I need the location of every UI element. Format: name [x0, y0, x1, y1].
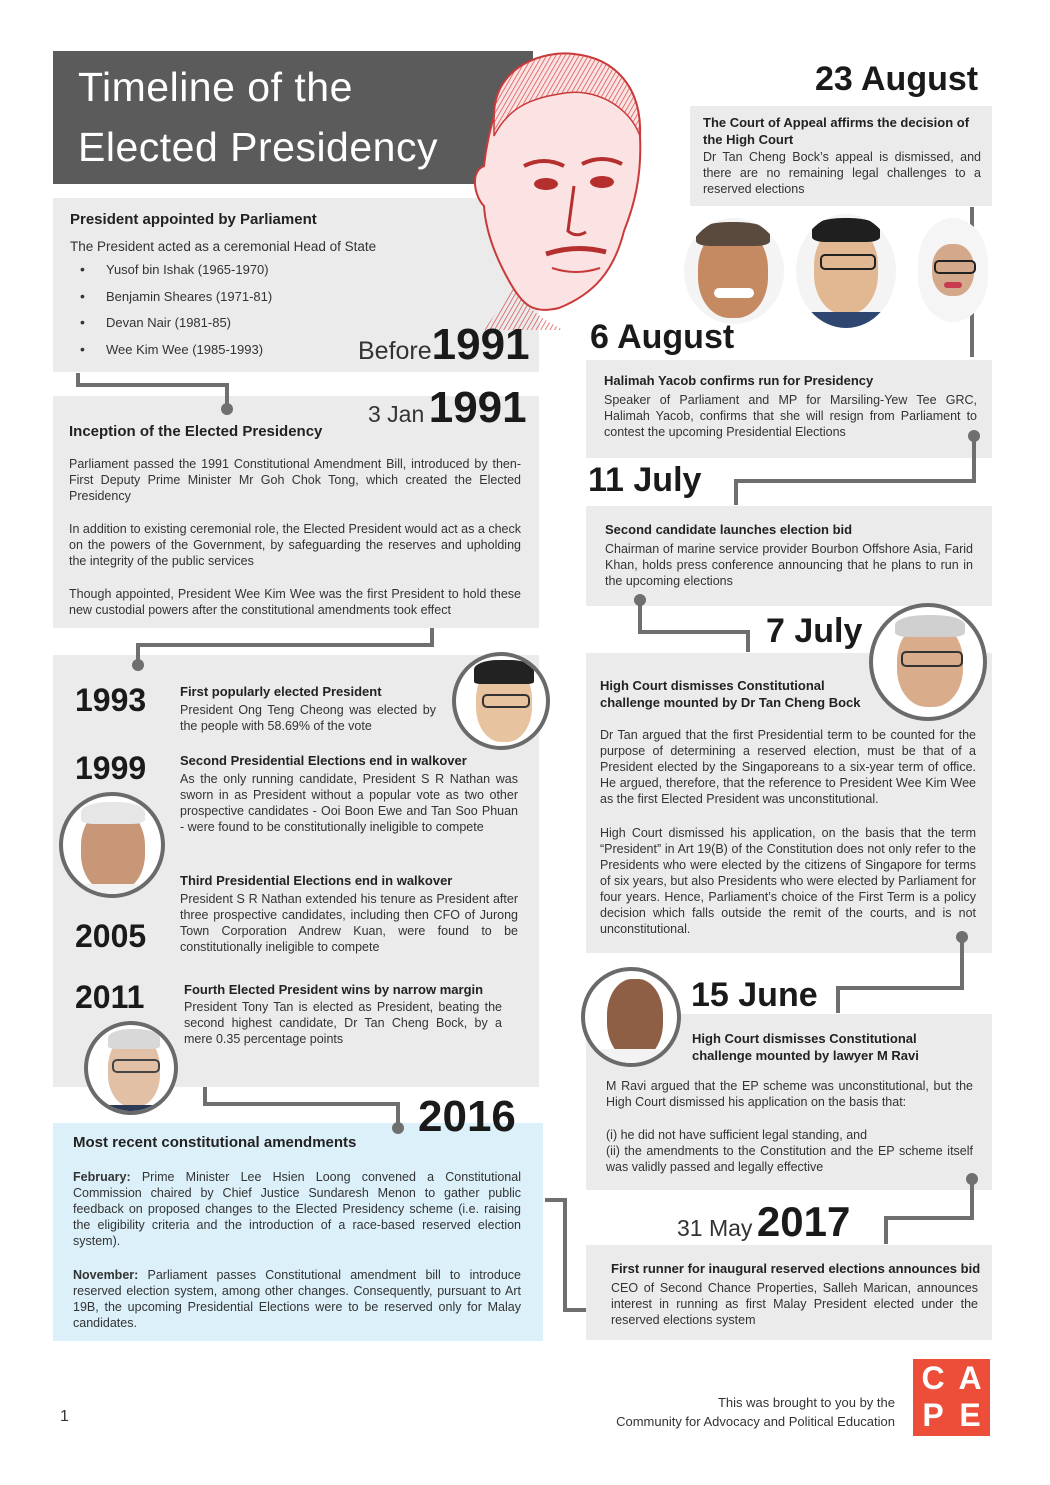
inception-heading: Inception of the Elected Presidency: [69, 423, 323, 440]
jun15-heading-line1: High Court dismisses Constitutional: [692, 1031, 917, 1046]
nov-text: Parliament passes Constitutional amendment bill to introduce reserved election system, among other changes. Consequently, pursuant to Art 19B, the upcoming Presidential Elections were to be reserved only for Malay candidates.: [73, 1268, 521, 1330]
page-title-line1: Timeline of the: [78, 64, 353, 110]
jul11-heading: Second candidate launches election bid: [605, 522, 853, 537]
logo-letter: E: [959, 1397, 981, 1433]
date-year: 2017: [756, 1198, 851, 1245]
before1991-heading: President appointed by Parliament: [70, 211, 317, 228]
election-text: President Ong Teng Cheong was elected by the people with 58.69% of the vote: [180, 703, 436, 733]
feb-text: Prime Minister Lee Hsien Loong convened a Constitutional Commission chaired by Chief Justice Sundaresh Menon to gather public feedback on proposed changes to the Elected Presidency scheme (i.e. raising the eligibility criteria and the introduction of a race-based reserved election system).: [73, 1170, 521, 1248]
jul11-text: Chairman of marine service provider Bourbon Offshore Asia, Farid Khan, holds press conference announcing that he plans to run in the upcoming elections: [605, 542, 973, 588]
jul7-date: 7 July: [766, 612, 863, 650]
aug6-date: 6 August: [590, 318, 735, 356]
jul7-p2: High Court dismissed his application, on the basis that the term “President” in Art 19(B) of the Constitution does not only refer to the Presidents who were elected by the citizens of Singapore for terms of six years, but also Presidents who were elected by Parliament for four years. Hence, Parliament’s choice of the First Term is a policy decision which falls outside the remit of the courts, and is not unconstitutional.: [600, 826, 976, 936]
year-1993: 1993: [75, 682, 147, 718]
banknote-portrait-icon: [464, 46, 654, 330]
portrait-icon: [916, 218, 990, 322]
date-year: 1991: [431, 320, 530, 369]
logo-letter: C: [921, 1360, 945, 1396]
election-text: President Tony Tan is elected as President, beating the second highest candidate, Dr Tan Cheng Bock, by a mere 0.35 percentage points: [184, 1000, 502, 1046]
aug23-date: 23 August: [815, 60, 979, 98]
election-text: President S R Nathan extended his tenure as President after three prospective candidates, including then CFO of Jurong Town Corporation Andrew Kuan, were found to be constitutionally ineligible to compete: [180, 892, 518, 954]
may31-heading: First runner for inaugural reserved elections announces bid: [611, 1261, 981, 1276]
portrait-icon: [796, 214, 896, 328]
jun15-p2a: (i) he did not have sufficient legal standing, and: [606, 1128, 868, 1142]
year-2011: 2011: [75, 979, 145, 1015]
date-2016: 2016: [418, 1092, 516, 1141]
jul7-heading-line2: challenge mounted by Dr Tan Cheng Bock: [600, 695, 861, 710]
portrait-icon: [684, 218, 784, 324]
jul7-p1: Dr Tan argued that the first Presidential term to be counted for the purpose of determining a reserved election, must be that of a President elected by the Singaporeans to a six-year term of office. He argued, therefore, that the reference to President Wee Kim Wee as the first Elected President was unconstitutional.: [600, 728, 976, 806]
amendments-nov: [73, 1267, 521, 1331]
aug23-text: Dr Tan Cheng Bock’s appeal is dismissed, and there are no remaining legal challenges to a reserved elections: [703, 150, 981, 196]
title-bar: [53, 51, 533, 184]
portrait-icon: [869, 603, 987, 721]
election-heading: Third Presidential Elections end in walkover: [180, 873, 453, 888]
before1991-date: [358, 320, 530, 370]
before1991-subtitle: The President acted as a ceremonial Head of State: [70, 239, 377, 254]
portrait-icon: [84, 1021, 178, 1115]
portrait-icon: [581, 967, 681, 1067]
aug6-heading: Halimah Yacob confirms run for Presidency: [604, 373, 874, 388]
feb-label: February:: [73, 1170, 131, 1184]
list-item: • Yusof bin Ishak (1965-1970): [80, 262, 272, 289]
footer-line1: This was brought to you by the: [717, 1395, 895, 1410]
election-text: As the only running candidate, President S R Nathan was sworn in as President without a popular vote as two other prospective candidates - Ooi Boon Ewe and Tan Soo Phuan - were found to be constitutionally ineligible to compete: [180, 772, 518, 834]
jun15-p1: M Ravi argued that the EP scheme was unconstitutional, but the High Court dismissed his application on the basis that:: [606, 1079, 973, 1109]
year-2005: 2005: [75, 918, 147, 954]
election-heading: First popularly elected President: [180, 684, 382, 699]
date-year: 1991: [428, 383, 527, 432]
list-item: • Devan Nair (1981-85): [80, 315, 272, 342]
year-1999: 1999: [75, 750, 147, 786]
date-prefix: 31 May: [677, 1215, 753, 1241]
page-title-line2: Elected Presidency: [78, 124, 438, 170]
election-heading: Second Presidential Elections end in walkover: [180, 753, 467, 768]
footer-line2: Community for Advocacy and Political Education: [616, 1414, 895, 1429]
jun15-date: 15 June: [691, 976, 818, 1014]
inception-date: [368, 383, 527, 433]
logo-letter: A: [958, 1360, 982, 1396]
list-item: • Benjamin Sheares (1971-81): [80, 289, 272, 316]
list-item: • Wee Kim Wee (1985-1993): [80, 342, 272, 369]
jul11-date: 11 July: [588, 461, 702, 499]
jun15-p2b: (ii) the amendments to the Constitution and the EP scheme itself was validly passed and legally effective: [606, 1144, 973, 1174]
nov-label: November:: [73, 1268, 139, 1282]
portrait-icon: [452, 652, 550, 750]
presidents-list: [80, 262, 272, 368]
cape-logo: [913, 1359, 990, 1436]
aug6-text: Speaker of Parliament and MP for Marsiling-Yew Tee GRC, Halimah Yacob, confirms that she will resign from Parliament to contest the upcoming Presidential Elections: [604, 393, 977, 439]
election-heading: Fourth Elected President wins by narrow margin: [184, 982, 484, 997]
inception-p3: Though appointed, President Wee Kim Wee was the first President to hold these new custodial powers after the constitutional amendments took effect: [69, 587, 521, 617]
page-number: 1: [60, 1408, 69, 1425]
inception-p2: In addition to existing ceremonial role, the Elected President would act as a check on the powers of the Government, by safeguarding the reserves and upholding the integrity of the public services: [69, 522, 521, 568]
logo-letter: P: [922, 1397, 944, 1433]
may31-text: CEO of Second Chance Properties, Salleh Marican, announces interest in running as first Malay President elected under the reserved elections system: [611, 1281, 978, 1327]
date-prefix: Before: [358, 337, 432, 365]
amendments-feb: [73, 1169, 521, 1249]
jun15-heading-line2: challenge mounted by lawyer M Ravi: [692, 1048, 919, 1063]
portrait-icon: [59, 792, 165, 898]
inception-p1: Parliament passed the 1991 Constitutional Amendment Bill, introduced by then-First Deputy Prime Minister Mr Goh Chok Tong, which created the Elected Presidency: [69, 457, 521, 503]
jul7-heading-line1: High Court dismisses Constitutional: [600, 678, 825, 693]
aug23-heading: The Court of Appeal affirms the decision of the High Court: [703, 115, 970, 147]
amendments-heading: Most recent constitutional amendments: [73, 1134, 357, 1151]
may31-date: [677, 1198, 850, 1246]
date-prefix: 3 Jan: [368, 401, 425, 427]
